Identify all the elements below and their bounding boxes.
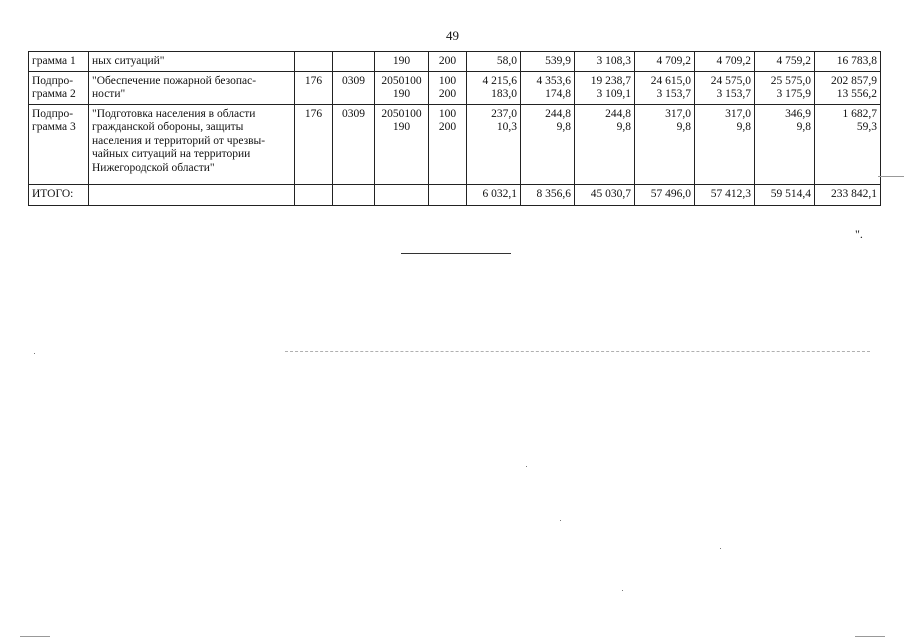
code-cell [295, 104, 333, 184]
table-row [29, 52, 881, 72]
total-row [29, 184, 881, 205]
code-cell [295, 52, 333, 72]
cell-text-line: чайных ситуаций на территории [92, 148, 251, 160]
cell-text-line: 3 153,7 [656, 88, 691, 100]
cell-text-line: 244,8 [605, 107, 631, 120]
row-label-cell [29, 104, 89, 184]
empty-cell [429, 184, 467, 205]
cell-text-line: ных ситуаций" [92, 55, 165, 67]
cell-text-line: грамма 1 [32, 55, 76, 67]
cell-text-line: 317,0 [665, 107, 691, 120]
scan-artifact-dot [622, 590, 623, 591]
cell-text-line: 200 [438, 121, 457, 133]
cell-text-line: 202 857,9 [831, 74, 877, 87]
cell-text-line: 3 109,1 [596, 88, 631, 100]
cell-text-line: 3 153,7 [716, 88, 751, 100]
page-number: 49 [446, 28, 459, 43]
total-value-cell-2: 8 356,6 [521, 184, 575, 205]
cell-text-line: 9,8 [796, 121, 811, 133]
cell-text-line: 9,8 [736, 121, 751, 133]
cell-text-line: 16 783,8 [836, 55, 877, 67]
program-name-cell [89, 71, 295, 104]
expense-type-cell [429, 104, 467, 184]
value-cell-1 [467, 71, 521, 104]
cell-text-line: 176 [304, 107, 323, 120]
value-cell-5 [695, 52, 755, 72]
cell-text-line: 4 709,2 [656, 55, 691, 67]
cell-text-line: 10,3 [496, 121, 517, 133]
scan-artifact-line [285, 351, 870, 352]
cell-text-line: 190 [392, 121, 411, 133]
scan-artifact-dot [560, 520, 561, 521]
scan-artifact-dot [720, 548, 721, 549]
cell-text-line: "Подготовка населения в области [92, 107, 256, 120]
cell-text-line: 0309 [342, 107, 365, 120]
section-cell [333, 52, 375, 72]
cell-text-line: 100 [438, 107, 457, 120]
value-cell-7 [815, 52, 881, 72]
budget-table [28, 51, 881, 206]
program-name-cell [89, 104, 295, 184]
cell-text-line: 3 175,9 [776, 88, 811, 100]
cell-text-line: "Обеспечение пожарной безопас- [92, 74, 257, 87]
table-body [29, 52, 881, 206]
cell-text-line: 176 [304, 74, 323, 87]
cell-text-line: 59,3 [856, 121, 877, 133]
value-cell-1 [467, 104, 521, 184]
cell-text-line: 200 [438, 88, 457, 100]
cell-text-line: 4 759,2 [776, 55, 811, 67]
total-label-cell: ИТОГО: [29, 184, 89, 205]
cell-text-line: населения и территорий от чрезвы- [92, 134, 266, 147]
scan-artifact-mark [20, 636, 50, 637]
target-article-cell [375, 71, 429, 104]
cell-text-line: 4 353,6 [536, 74, 571, 87]
cell-text-line: Подпро- [32, 107, 74, 120]
cell-text-line: гражданской обороны, защиты [92, 121, 244, 133]
scan-artifact-dot [34, 353, 35, 354]
table-row [29, 71, 881, 104]
cell-text-line: 190 [392, 88, 411, 100]
value-cell-2 [521, 104, 575, 184]
cell-text-line: 9,8 [616, 121, 631, 133]
cell-text-line: ности" [92, 88, 126, 100]
cell-text-line: 346,9 [785, 107, 811, 120]
cell-text-line: 25 575,0 [770, 74, 811, 87]
cell-text-line: 3 108,3 [596, 55, 631, 67]
value-cell-6 [755, 71, 815, 104]
cell-text-line: 244,8 [545, 107, 571, 120]
value-cell-7 [815, 104, 881, 184]
value-cell-4 [635, 71, 695, 104]
closing-quote-mark: ". [855, 227, 863, 241]
row-label-cell [29, 71, 89, 104]
scan-artifact-mark [878, 176, 904, 177]
value-cell-2 [521, 52, 575, 72]
cell-text-line: 24 615,0 [650, 74, 691, 87]
empty-cell [333, 184, 375, 205]
empty-cell [295, 184, 333, 205]
cell-text-line: 2050100 [381, 74, 422, 87]
value-cell-3 [575, 104, 635, 184]
cell-text-line: 4 709,2 [716, 55, 751, 67]
cell-text-line: 24 575,0 [710, 74, 751, 87]
empty-cell [375, 184, 429, 205]
cell-text-line: 1 682,7 [842, 107, 877, 120]
value-cell-3 [575, 71, 635, 104]
code-cell [295, 71, 333, 104]
cell-text-line: 0309 [342, 74, 365, 87]
cell-text-line: 13 556,2 [836, 88, 877, 100]
expense-type-cell [429, 71, 467, 104]
cell-text-line: 539,9 [545, 55, 571, 67]
total-value-cell-3: 45 030,7 [575, 184, 635, 205]
cell-text-line: 237,0 [491, 107, 517, 120]
cell-text-line: 9,8 [556, 121, 571, 133]
footnote-rule [401, 253, 511, 254]
value-cell-5 [695, 104, 755, 184]
cell-text-line: 317,0 [725, 107, 751, 120]
cell-text-line: 9,8 [676, 121, 691, 133]
cell-text-line: 183,0 [491, 88, 517, 100]
value-cell-5 [695, 71, 755, 104]
cell-text-line: 174,8 [545, 88, 571, 100]
section-cell [333, 104, 375, 184]
total-value-cell-1: 6 032,1 [467, 184, 521, 205]
value-cell-6 [755, 52, 815, 72]
total-value-cell-5: 57 412,3 [695, 184, 755, 205]
section-cell [333, 71, 375, 104]
expense-type-cell [429, 52, 467, 72]
cell-text-line: 58,0 [496, 55, 517, 67]
value-cell-2 [521, 71, 575, 104]
cell-text-line: 100 [438, 74, 457, 87]
cell-text-line: 4 215,6 [482, 74, 517, 87]
value-cell-7 [815, 71, 881, 104]
total-value-cell-6: 59 514,4 [755, 184, 815, 205]
cell-text-line: Нижегородской области" [92, 161, 215, 174]
value-cell-6 [755, 104, 815, 184]
empty-cell [89, 184, 295, 205]
total-value-cell-4: 57 496,0 [635, 184, 695, 205]
row-label-cell [29, 52, 89, 72]
scan-artifact-dot [526, 466, 527, 467]
cell-text-line: грамма 2 [32, 88, 76, 100]
cell-text-line: грамма 3 [32, 121, 76, 133]
cell-text-line: 200 [438, 55, 457, 67]
program-name-cell [89, 52, 295, 72]
target-article-cell [375, 52, 429, 72]
value-cell-4 [635, 52, 695, 72]
value-cell-3 [575, 52, 635, 72]
cell-text-line: 19 238,7 [590, 74, 631, 87]
value-cell-1 [467, 52, 521, 72]
total-value-cell-7: 233 842,1 [815, 184, 881, 205]
scan-artifact-mark [855, 636, 885, 637]
value-cell-4 [635, 104, 695, 184]
target-article-cell [375, 104, 429, 184]
cell-text-line: 190 [392, 55, 411, 67]
cell-text-line: 2050100 [381, 107, 422, 120]
table-row [29, 104, 881, 184]
cell-text-line: Подпро- [32, 74, 74, 87]
